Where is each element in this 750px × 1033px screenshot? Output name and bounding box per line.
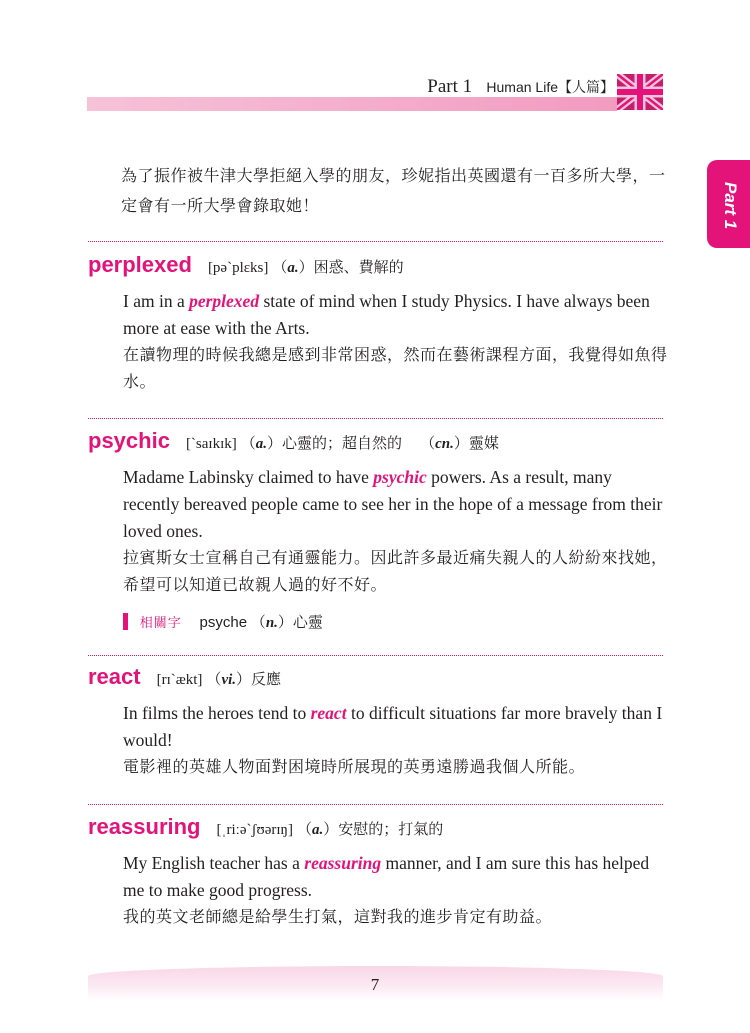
header-bar	[87, 97, 617, 111]
entry-react: react [rɪ`ækt] （vi.）反應 In films the heroes tend to react to difficult situations far more bravely than I would! 電影裡的英雄人物面對困境時所展現的英勇遠勝過我個人所能。	[88, 664, 668, 781]
union-jack-icon	[617, 74, 663, 110]
side-tab-label: Part 1	[721, 182, 740, 230]
pronunciation: [pə`plɛks]	[207, 260, 269, 276]
meaning-2: 靈媒	[468, 436, 499, 452]
section-subtitle: Human Life【人篇】	[486, 79, 614, 95]
example-keyword: psychic	[373, 467, 427, 487]
intro-paragraph: 為了振作被牛津大學拒絕入學的朋友，珍妮指出英國還有一百多所大學，一定會有一所大學會錄取她！	[121, 168, 666, 215]
part-of-speech-2: cn.	[435, 436, 454, 452]
meaning: 困惑、費解的	[313, 260, 404, 276]
example-keyword: perplexed	[189, 291, 260, 311]
page-header	[0, 0, 750, 120]
part-of-speech: a.	[287, 260, 299, 276]
pronunciation: [`saɪkɪk]	[185, 436, 237, 452]
pronunciation: [rɪ`ækt]	[156, 672, 203, 688]
headword: perplexed	[88, 252, 192, 277]
entry-divider	[88, 804, 663, 805]
meaning: 心靈的；超自然的	[282, 436, 403, 452]
part-of-speech: vi.	[221, 672, 237, 688]
part-of-speech: a.	[255, 436, 268, 452]
example-chinese: 我的英文老師總是給學生打氣，這對我的進步肯定有助益。	[123, 909, 553, 926]
example-keyword: reassuring	[304, 853, 382, 873]
entry-psychic: psychic [`saɪkɪk] （a.）心靈的；超自然的 （cn.）靈媒 Madame Labinsky claimed to have psychic powers. As a result, many recently bereaved people came to see her in the hope of a message from their loved ones. 拉賓斯女士宣稱自己有通靈能力。因此許多最近痛失親人的人紛紛來找她，希望可以知道已故親人過的好不好。 相關字 psyche （n.）心靈	[88, 428, 668, 631]
part-side-tab	[707, 160, 750, 248]
meaning: 反應	[251, 672, 282, 688]
headword: react	[88, 664, 141, 689]
related-label: 相關字	[139, 615, 182, 630]
meaning: 安慰的；打氣的	[338, 822, 444, 838]
running-head	[427, 76, 614, 98]
related-marker	[123, 613, 128, 630]
example-chinese: 電影裡的英雄人物面對困境時所展現的英勇遠勝過我個人所能。	[123, 759, 586, 776]
page-number: 7	[370, 975, 380, 994]
part-label: Part 1	[427, 76, 473, 97]
example-keyword: react	[310, 703, 347, 723]
example-english: I am in a perplexed state of mind when I study Physics. I have always been more at ease with the Arts.	[123, 291, 650, 338]
related-headword: psyche	[199, 614, 248, 631]
headword: reassuring	[88, 814, 201, 839]
related-word: 相關字 psyche （n.）心靈	[123, 611, 668, 632]
related-meaning: 心靈	[292, 615, 323, 631]
entry-divider	[88, 241, 663, 242]
example-english: Madame Labinsky claimed to have psychic powers. As a result, many recently bereaved people came to see her in the hope of a message from their loved ones.	[123, 467, 663, 541]
related-pos: n.	[265, 615, 278, 631]
entry-divider	[88, 655, 663, 656]
entry-perplexed: perplexed [pə`plɛks] （a.）困惑、費解的 I am in a perplexed state of mind when I study Physics. I have always been more at ease with the Arts. 在讀物理的時候我總是感到非常困惑，然而在藝術課程方面，我覺得如魚得水。	[88, 252, 668, 396]
example-chinese: 拉賓斯女士宣稱自己有通靈能力。因此許多最近痛失親人的人紛紛來找她，希望可以知道已故親人過的好不好。	[123, 550, 668, 594]
part-of-speech: a.	[311, 822, 324, 838]
entry-reassuring: reassuring [ˌriːə`ʃʊərɪŋ] （a.）安慰的；打氣的 My English teacher has a reassuring manner, and I am sure this has helped me to make good progress. 我的英文老師總是給學生打氣，這對我的進步肯定有助益。	[88, 814, 668, 931]
entry-divider	[88, 418, 663, 419]
example-english: My English teacher has a reassuring manner, and I am sure this has helped me to make good progress.	[123, 853, 650, 900]
pronunciation: [ˌriːə`ʃʊərɪŋ]	[216, 822, 293, 838]
headword: psychic	[88, 428, 170, 453]
example-english: In films the heroes tend to react to difficult situations far more bravely than I would!	[123, 703, 663, 750]
example-chinese: 在讀物理的時候我總是感到非常困惑，然而在藝術課程方面，我覺得如魚得水。	[123, 347, 668, 391]
